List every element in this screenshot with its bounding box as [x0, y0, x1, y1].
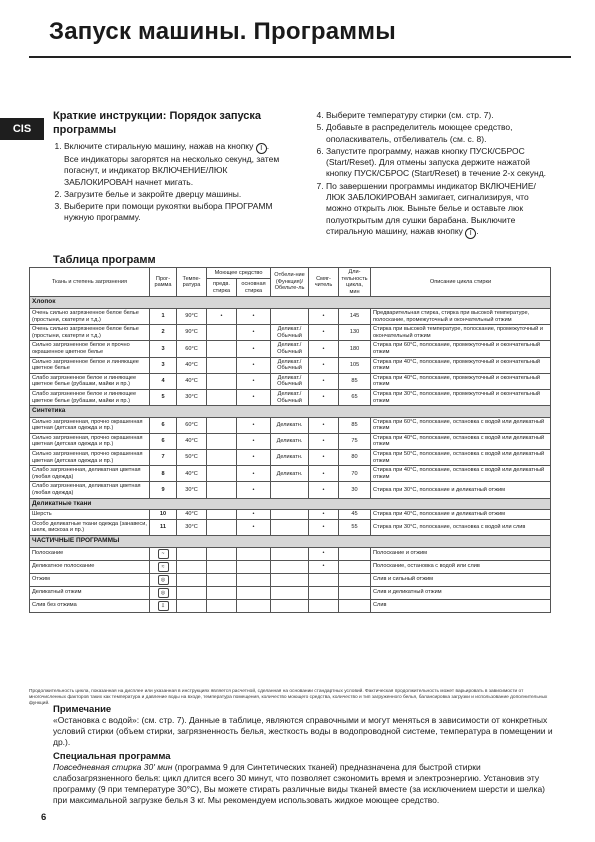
quick-instructions-heading: Краткие инструкции: Порядок запуска программы — [53, 110, 262, 136]
cell-bleach: Деликатн. — [271, 433, 309, 449]
cell-duration: 85 — [339, 417, 371, 433]
cell-program-symbol — [150, 573, 177, 586]
step-item: 3. Выберите при помощи рукоятки выбора ПРОГРАММ нужную программу. — [64, 201, 285, 224]
cell-description: Стирка при 30°C, полоскание и деликатный отжим — [371, 482, 551, 498]
cell-bleach: Деликат./ Обычный — [271, 373, 309, 389]
cell-prewash — [207, 325, 237, 341]
cell-description: Стирка при 60°C, полоскание, остановка с водой или деликатный отжим — [371, 417, 551, 433]
cell-fabric: Шерсть — [30, 510, 150, 520]
cell-mainwash — [237, 560, 271, 573]
special-program-body: (программа 9 для Синтетических тканей) предназначена для быстрой стирки слабозагрязненного белья: цикл длится всего 30 минут, что позволяет сэкономить время и электроэнергию. Установив эту программу (9 при температуре 30°C), Вы можете стирать различные виды тканей вместе (за исключением шерсти и шелка) при максимальной загрузке белья 3 кг. Мы рекомендуем использовать жидкое моющее средство. — [53, 762, 546, 805]
cell-duration: 80 — [339, 450, 371, 466]
cell-softener: • — [309, 308, 339, 324]
cell-temperature: 30°C — [177, 519, 207, 535]
cell-temperature: 30°C — [177, 389, 207, 405]
section-title: Деликатные ткани — [30, 498, 551, 510]
cell-temperature: 40°C — [177, 466, 207, 482]
cell-fabric: Отжим — [30, 573, 150, 586]
table-row — [30, 466, 551, 482]
cell-description: Стирка при высокой температуре, полоскание, промежуточный и окончательный отжим — [371, 325, 551, 341]
section-row — [30, 406, 551, 418]
cell-mainwash — [237, 599, 271, 612]
cell-duration — [339, 586, 371, 599]
cell-softener: • — [309, 560, 339, 573]
table-row — [30, 586, 551, 599]
page-number: 6 — [41, 812, 47, 823]
cell-duration: 145 — [339, 308, 371, 324]
cell-fabric: Слабо загрязненное белое и линяющее цветное белье (рубашки, майки и пр.) — [30, 389, 150, 405]
cell-softener: • — [309, 357, 339, 373]
quick-instructions-left — [53, 110, 285, 225]
cell-duration: 65 — [339, 389, 371, 405]
cell-fabric: Слабо загрязненная, деликатная цветная (любая одежда) — [30, 466, 150, 482]
cell-prewash: • — [207, 308, 237, 324]
note-text: «Остановка с водой»: (см. стр. 7). Данные в таблице, являются справочными и могут меняться в зависимости от конкретных условий стирки (объем стирки, загрязненность белья, жесткость воды в водопроводной системе, температура в помещении и др.). — [53, 715, 553, 747]
cell-program: 6 — [150, 433, 177, 449]
table-row — [30, 547, 551, 560]
cell-mainwash: • — [237, 357, 271, 373]
cell-prewash — [207, 573, 237, 586]
cell-fabric: Сильно загрязненная, прочно окрашенная цветная (детская одежда и пр.) — [30, 450, 150, 466]
cell-mainwash: • — [237, 510, 271, 520]
cell-description: Полоскание и отжим — [371, 547, 551, 560]
cell-prewash — [207, 586, 237, 599]
cell-program: 4 — [150, 373, 177, 389]
cell-softener: • — [309, 325, 339, 341]
cell-program: 8 — [150, 466, 177, 482]
cell-mainwash: • — [237, 466, 271, 482]
cell-mainwash: • — [237, 389, 271, 405]
cell-prewash — [207, 599, 237, 612]
cell-duration: 85 — [339, 373, 371, 389]
cell-prewash — [207, 466, 237, 482]
cell-mainwash: • — [237, 417, 271, 433]
cell-duration: 130 — [339, 325, 371, 341]
cell-description: Стирка при 30°C, полоскание, промежуточный и окончательный отжим — [371, 389, 551, 405]
cell-duration — [339, 599, 371, 612]
program-symbol-icon: ◎ — [158, 575, 169, 585]
section-row — [30, 498, 551, 510]
cell-program: 11 — [150, 519, 177, 535]
cell-description: Стирка при 40°C, полоскание и деликатный отжим — [371, 510, 551, 520]
section-title: Хлопок — [30, 297, 551, 309]
cell-softener: • — [309, 389, 339, 405]
cell-softener — [309, 586, 339, 599]
cell-temperature: 30°C — [177, 482, 207, 498]
notes-block — [53, 701, 553, 806]
cell-fabric: Очень сильно загрязненное белое белье (простыни, скатерти и т.д.) — [30, 325, 150, 341]
cell-fabric: Особо деликатные ткани одежда (занавеси, шелк, вискоза и пр.) — [30, 519, 150, 535]
cell-temperature — [177, 573, 207, 586]
power-icon: I — [256, 143, 267, 154]
table-row — [30, 560, 551, 573]
cell-mainwash — [237, 573, 271, 586]
table-row — [30, 482, 551, 498]
cell-temperature: 40°C — [177, 357, 207, 373]
cell-description: Стирка при 40°C, полоскание, промежуточный и окончательный отжим — [371, 373, 551, 389]
cell-bleach — [271, 573, 309, 586]
cell-description: Стирка при 60°C, полоскание, промежуточный и окончательный отжим — [371, 341, 551, 357]
special-program-lead: Повседневная стирка 30' мин — [53, 762, 173, 772]
cell-duration: 180 — [339, 341, 371, 357]
cell-fabric: Очень сильно загрязненное белое белье (простыни, скатерти и т.д.) — [30, 308, 150, 324]
cell-duration: 55 — [339, 519, 371, 535]
header-duration: Дли-тельность цикла, мин — [339, 268, 371, 297]
program-symbol-icon: ◎ — [158, 588, 169, 598]
cell-program: 9 — [150, 482, 177, 498]
cell-prewash — [207, 482, 237, 498]
cell-fabric: Слабо загрязненная, деликатная цветная (любая одежда) — [30, 482, 150, 498]
program-symbol-icon: ≈ — [158, 562, 169, 572]
table-row — [30, 389, 551, 405]
note-heading: Примечание — [53, 704, 112, 715]
cell-bleach — [271, 547, 309, 560]
table-row — [30, 510, 551, 520]
step-item — [64, 141, 285, 188]
cell-softener: • — [309, 519, 339, 535]
header-detergent: Моющее средство — [207, 268, 271, 279]
cell-temperature — [177, 586, 207, 599]
cell-prewash — [207, 417, 237, 433]
cell-temperature: 60°C — [177, 341, 207, 357]
cell-description: Слив — [371, 599, 551, 612]
cell-fabric: Деликатный отжим — [30, 586, 150, 599]
special-program-heading: Специальная программа — [53, 751, 171, 762]
cell-description: Предварительная стирка, стирка при высокой температуре, полоскание, промежуточный и окончательный отжим — [371, 308, 551, 324]
header-bleach: Отбели-ние (Функция)/ Обельте-ль — [271, 268, 309, 297]
header-prewash: предв. стирка — [207, 278, 237, 296]
cell-softener: • — [309, 510, 339, 520]
cell-prewash — [207, 547, 237, 560]
section-row — [30, 536, 551, 548]
cell-fabric: Сильно загрязненное белое и линяющее цветное белье — [30, 357, 150, 373]
cell-temperature — [177, 560, 207, 573]
cell-prewash — [207, 433, 237, 449]
table-row — [30, 519, 551, 535]
cell-temperature: 40°C — [177, 373, 207, 389]
cell-bleach — [271, 482, 309, 498]
cell-bleach: Деликат./ Обычный — [271, 357, 309, 373]
cell-program: 2 — [150, 325, 177, 341]
cell-mainwash: • — [237, 433, 271, 449]
cell-fabric: Сильно загрязненная, прочно окрашенная цветная (детская одежда и пр.) — [30, 433, 150, 449]
step-item: 6. Запустите программу, нажав кнопку ПУСК/СБРОС (Start/Reset). Для отмены запуска держите нажатой кнопку ПУСК/СБРОС (Start/Reset) в течение 2-х секунд. — [326, 146, 553, 180]
cell-bleach — [271, 308, 309, 324]
cell-program-symbol — [150, 560, 177, 573]
cell-duration: 70 — [339, 466, 371, 482]
cell-prewash — [207, 510, 237, 520]
cell-softener — [309, 573, 339, 586]
header-fabric: Ткань и степень загрязнения — [30, 268, 150, 297]
cell-program: 5 — [150, 389, 177, 405]
cell-mainwash: • — [237, 341, 271, 357]
title-rule — [29, 56, 571, 58]
section-title: Синтетика — [30, 406, 551, 418]
header-description: Описание цикла стирки — [371, 268, 551, 297]
table-row — [30, 573, 551, 586]
steps-list-right — [315, 110, 553, 239]
cell-mainwash: • — [237, 519, 271, 535]
section-title: ЧАСТИЧНЫЕ ПРОГРАММЫ — [30, 536, 551, 548]
cell-fabric: Сильно загрязненное белое и прочно окрашенное цветное белье — [30, 341, 150, 357]
cell-bleach: Деликатн. — [271, 466, 309, 482]
cell-mainwash: • — [237, 373, 271, 389]
cell-duration: 45 — [339, 510, 371, 520]
cell-description: Стирка при 50°C, полоскание, остановка с водой или деликатный отжим — [371, 450, 551, 466]
cell-program: 10 — [150, 510, 177, 520]
table-row — [30, 450, 551, 466]
cell-program: 1 — [150, 308, 177, 324]
table-title: Таблица программ — [53, 254, 156, 266]
step-text: По завершении программы индикатор ВКЛЮЧЕНИЕ/ЛЮК ЗАБЛОКИРОВАН замигает, сигнализируя, что можно открыть люк. Выньте белье и оставьте люк полуоткрытым для сушки барабана. Выключите стиральную машину, нажав кнопку — [326, 180, 536, 236]
cell-description: Полоскание, остановка с водой или слив — [371, 560, 551, 573]
steps-list-left — [53, 141, 285, 224]
header-temperature: Темпе-ратура — [177, 268, 207, 297]
table-row — [30, 357, 551, 373]
header-program: Прог-рамма — [150, 268, 177, 297]
table-row — [30, 308, 551, 324]
cell-duration — [339, 560, 371, 573]
power-icon: I — [465, 228, 476, 239]
cell-program-symbol — [150, 599, 177, 612]
cell-prewash — [207, 560, 237, 573]
special-program-text — [53, 762, 553, 806]
program-symbol-icon: ⇩ — [158, 601, 169, 611]
cell-prewash — [207, 357, 237, 373]
table-row — [30, 325, 551, 341]
cell-program: 7 — [150, 450, 177, 466]
section-row — [30, 297, 551, 309]
cell-duration — [339, 547, 371, 560]
step-text: Включите стиральную машину, нажав на кнопку — [64, 141, 256, 151]
step-item — [326, 181, 553, 239]
cell-duration: 75 — [339, 433, 371, 449]
cell-mainwash — [237, 547, 271, 560]
cell-temperature: 50°C — [177, 450, 207, 466]
cell-softener: • — [309, 433, 339, 449]
cell-bleach: Деликатн. — [271, 450, 309, 466]
cell-duration: 105 — [339, 357, 371, 373]
cell-mainwash: • — [237, 450, 271, 466]
program-symbol-icon: ~ — [158, 549, 169, 559]
cell-bleach: Деликатн. — [271, 417, 309, 433]
cell-mainwash: • — [237, 308, 271, 324]
program-table — [29, 267, 551, 613]
table-row — [30, 341, 551, 357]
cell-duration — [339, 573, 371, 586]
cell-mainwash: • — [237, 325, 271, 341]
cell-temperature: 90°C — [177, 308, 207, 324]
cell-temperature: 60°C — [177, 417, 207, 433]
table-row — [30, 599, 551, 612]
cell-mainwash: • — [237, 482, 271, 498]
cell-temperature — [177, 547, 207, 560]
step-text: . Все индикаторы загорятся на несколько секунд, затем погаснут, и индикатор ВКЛЮЧЕНИЕ/ЛЮК ЗАБЛОКИРОВАН начнет мигать. — [64, 141, 280, 187]
cell-program: 3 — [150, 357, 177, 373]
cell-description: Слив и сильный отжим — [371, 573, 551, 586]
cell-softener: • — [309, 450, 339, 466]
cell-fabric: Полоскание — [30, 547, 150, 560]
cell-temperature: 40°C — [177, 433, 207, 449]
cell-description: Стирка при 40°C, полоскание, промежуточный и окончательный отжим — [371, 357, 551, 373]
language-tab: CIS — [0, 118, 44, 140]
cell-softener — [309, 599, 339, 612]
header-mainwash: основная стирка — [237, 278, 271, 296]
cell-temperature: 90°C — [177, 325, 207, 341]
cell-prewash — [207, 341, 237, 357]
cell-fabric: Сильно загрязненная, прочно окрашенная цветная (детская одежда и пр.) — [30, 417, 150, 433]
cell-bleach: Деликат./ Обычный — [271, 325, 309, 341]
cell-mainwash — [237, 586, 271, 599]
table-row — [30, 433, 551, 449]
cell-softener: • — [309, 341, 339, 357]
quick-instructions-right — [315, 110, 553, 240]
step-item: 2. Загрузите белье и закройте дверцу машины. — [64, 189, 285, 200]
cell-fabric: Слив без отжима — [30, 599, 150, 612]
cell-prewash — [207, 389, 237, 405]
cell-program: 3 — [150, 341, 177, 357]
step-item: 4. Выберите температуру стирки (см. стр. 7). — [326, 110, 553, 121]
cell-duration: 30 — [339, 482, 371, 498]
cell-softener: • — [309, 547, 339, 560]
cell-fabric: Деликатное полоскание — [30, 560, 150, 573]
cell-program-symbol — [150, 586, 177, 599]
table-row — [30, 373, 551, 389]
cell-bleach — [271, 599, 309, 612]
program-table-body — [30, 297, 551, 612]
cell-description: Стирка при 30°C, полоскание, остановка с водой или слив — [371, 519, 551, 535]
cell-softener: • — [309, 373, 339, 389]
cell-bleach — [271, 560, 309, 573]
table-row — [30, 417, 551, 433]
footnote: Продолжительность цикла, показанная на дисплее или указанная в инструкциях является расчетной, сделанная на основании стандартных условий. Фактическая продолжительность может варьировать в зависимости от многочисленных факторов таких как температура и давление воды на входе, температура помещения, количество моющего средства, количество и тип загруженного белья, балансировка загрузки и использование дополнительных функций. — [29, 689, 548, 706]
cell-description: Стирка при 40°C, полоскание, остановка с водой или деликатный отжим — [371, 466, 551, 482]
cell-temperature: 40°C — [177, 510, 207, 520]
cell-temperature — [177, 599, 207, 612]
cell-softener: • — [309, 482, 339, 498]
page-title: Запуск машины. Программы — [49, 18, 396, 45]
cell-description: Стирка при 40°C, полоскание, остановка с водой или деликатный отжим — [371, 433, 551, 449]
cell-prewash — [207, 373, 237, 389]
cell-softener: • — [309, 466, 339, 482]
cell-program: 6 — [150, 417, 177, 433]
cell-prewash — [207, 450, 237, 466]
step-item: 5. Добавьте в распределитель моющее средство, ополаскиватель, отбеливатель (см. с. 8). — [326, 122, 553, 145]
cell-bleach — [271, 586, 309, 599]
cell-bleach: Деликат./ Обычный — [271, 341, 309, 357]
header-softener: Смяг-читель — [309, 268, 339, 297]
cell-bleach: Деликат./ Обычный — [271, 389, 309, 405]
cell-softener: • — [309, 417, 339, 433]
step-text: . — [476, 225, 479, 236]
cell-fabric: Слабо загрязненное белое и линяющее цветное белье (рубашки, майки и пр.) — [30, 373, 150, 389]
cell-bleach — [271, 519, 309, 535]
cell-description: Слив и деликатный отжим — [371, 586, 551, 599]
cell-prewash — [207, 519, 237, 535]
cell-bleach — [271, 510, 309, 520]
cell-program-symbol — [150, 547, 177, 560]
